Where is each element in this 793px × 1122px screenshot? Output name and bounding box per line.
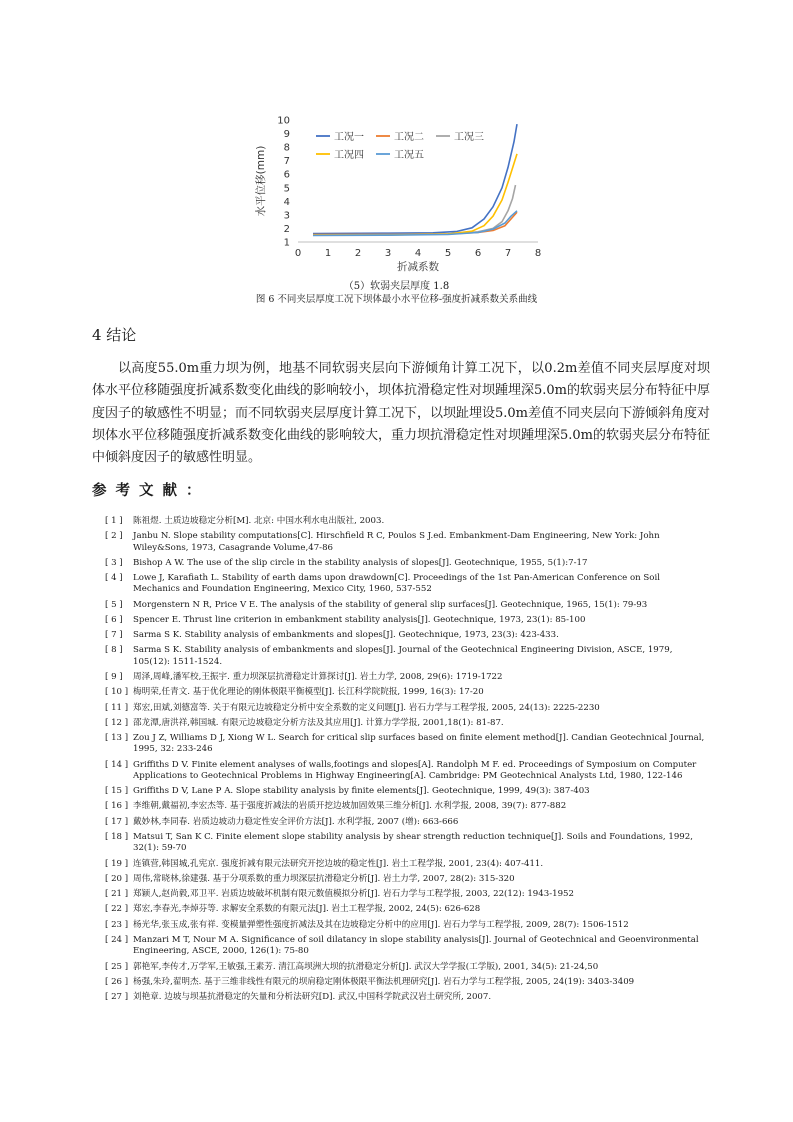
reference-item xyxy=(105,832,705,854)
y-tick-label: 8 xyxy=(283,142,290,154)
x-tick-label: 1 xyxy=(324,248,332,259)
reference-text: 周伟,常晓林,徐建强. 基于分项系数的重力坝深层抗滑稳定分析[J]. 岩土力学, 2007, 28(2): 315-320 xyxy=(133,873,515,884)
reference-text: 邵龙潭,唐洪祥,韩国城. 有限元边坡稳定分析方法及其应用[J]. 计算力学学报, 2001,18(1): 81-87. xyxy=(133,717,504,728)
reference-item xyxy=(105,760,705,782)
reference-number: [ 11 ] xyxy=(105,702,129,713)
x-tick-label: 0 xyxy=(294,248,302,259)
reference-text: Sarma S K. Stability analysis of embankments and slopes[J]. Geotechnique, 1973, 23(3): 423-433. xyxy=(133,630,559,641)
y-tick-label: 1 xyxy=(283,237,290,249)
reference-item xyxy=(105,573,705,595)
figure-sublabel: （5）软弱夹层厚度 1.8 xyxy=(343,281,450,292)
reference-item xyxy=(105,645,705,667)
figure-caption: 图 6 不同夹层厚度工况下坝体最小水平位移-强度折减系数关系曲线 xyxy=(255,294,538,305)
x-tick-label: 6 xyxy=(474,248,482,259)
reference-text: 杨强,朱玲,翟明杰. 基于三维非线性有限元的坝肩稳定刚体极限平衡法机理研究[J]. 岩石力学与工程学报, 2005, 24(19): 3403-3409 xyxy=(133,976,635,987)
reference-text: 陈祖煜. 土质边坡稳定分析[M]. 北京: 中国水利水电出版社, 2003. xyxy=(133,516,385,526)
y-tick-label: 6 xyxy=(283,169,290,181)
reference-number: [ 15 ] xyxy=(105,786,129,797)
y-tick-label: 4 xyxy=(283,196,290,208)
references-heading: 参考文献： xyxy=(92,482,210,499)
x-tick-label: 4 xyxy=(414,248,422,259)
displacement-chart xyxy=(250,108,570,278)
x-tick-label: 5 xyxy=(444,248,452,259)
legend-label-5: 工况五 xyxy=(394,150,424,161)
reference-text: 李维朝,戴福初,李宏杰等. 基于强度折减法的岩质开挖边坡加固效果三维分析[J]. 水利学报, 2008, 39(7): 877-882 xyxy=(133,801,567,812)
reference-text: Matsui T, San K C. Finite element slope stability analysis by shear strength reduction technique[J]. Soils and Foundations, 1992, 32(1): 59-70 xyxy=(133,832,693,854)
reference-text: 刘艳章. 边坡与坝基抗滑稳定的矢量和分析法研究[D]. 武汉,中国科学院武汉岩土研究所, 2007. xyxy=(133,992,492,1003)
reference-item xyxy=(105,801,705,812)
reference-number: [ 6 ] xyxy=(105,614,123,625)
reference-item xyxy=(105,703,705,714)
reference-number: [ 24 ] xyxy=(105,935,129,946)
reference-number: [ 3 ] xyxy=(105,557,123,568)
reference-text: Lowe J, Karafiath L. Stability of earth dams upon drawdown[C]. Proceedings of the 1st Pan-American Conference on Soil Mechanics and Foundation Engineering, Mexico City, 1960, 537-552 xyxy=(133,573,660,595)
x-tick-label: 3 xyxy=(384,248,392,259)
reference-text: Janbu N. Slope stability computations[C]. Hirschfield R C, Poulos S J.ed. Embankment-Dam Engineering, New York: John Wiley&Sons, 1973, Casagrande Volume,47-86 xyxy=(133,531,660,553)
y-tick-label: 7 xyxy=(283,156,290,168)
reference-number: [ 20 ] xyxy=(105,873,129,884)
reference-number: [ 23 ] xyxy=(105,919,129,930)
reference-item xyxy=(105,615,705,626)
reference-text: 戴妙林,李同春. 岩质边坡动力稳定性安全评价方法[J]. 水利学报, 2007 (增): 663-666 xyxy=(133,816,459,827)
reference-text: Manzari M T, Nour M A. Significance of soil dilatancy in slope stability analysis[J]. Journal of Geotechnical and Geoenvironmental Engineering, ASCE, 2000, 126(1): 75-80 xyxy=(133,935,699,957)
reference-text: 梅明荣,任青文. 基于优化理论的刚体极限平衡模型[J]. 长江科学院院报, 1999, 16(3): 17-20 xyxy=(133,687,484,698)
reference-number: [ 4 ] xyxy=(105,573,123,584)
reference-item xyxy=(105,992,705,1003)
reference-item xyxy=(105,962,705,973)
reference-number: [ 25 ] xyxy=(105,961,129,972)
reference-item xyxy=(105,874,705,885)
reference-item xyxy=(105,859,705,870)
reference-item xyxy=(105,558,705,569)
reference-item xyxy=(105,935,705,957)
reference-text: Bishop A W. The use of the slip circle in the stability analysis of slopes[J]. Geotechnique, 1955, 5(1):7-17 xyxy=(133,557,588,568)
reference-text: Spencer E. Thrust line criterion in embankment stability analysis[J]. Geotechnique, 1973, 23(1): 85-100 xyxy=(133,614,586,625)
reference-number: [ 1 ] xyxy=(105,516,123,526)
references-list xyxy=(105,516,705,1007)
reference-number: [ 7 ] xyxy=(105,630,123,641)
reference-item xyxy=(105,904,705,915)
reference-number: [ 10 ] xyxy=(105,687,129,698)
reference-item xyxy=(105,733,705,755)
reference-text: 周泽,周峰,潘军校,王振宇. 重力坝深层抗滑稳定计算探讨[J]. 岩土力学, 2008, 29(6): 1719-1722 xyxy=(133,671,503,682)
reference-item xyxy=(105,817,705,828)
reference-number: [ 26 ] xyxy=(105,976,129,987)
y-tick-label: 5 xyxy=(283,183,290,195)
conclusion-paragraph: 以高度55.0m重力坝为例，地基不同软弱夹层向下游倾角计算工况下，以0.2m差值不同夹层厚度对坝体水平位移随强度折减系数变化曲线的影响较小，坝体抗滑稳定性对坝踵埋深5.0m的软弱夹层分布特征中厚度因子的敏感性不明显；而不同软弱夹层厚度计算工况下，以坝趾埋设5.0m差值不同夹层向下游倾斜角度对坝体水平位移随强度折减系数变化曲线的影响较大，重力坝抗滑稳定性对坝踵埋深5.0m的软弱夹层分布特征中倾斜度因子的敏感性明显。 xyxy=(92,361,711,466)
reference-number: [ 8 ] xyxy=(105,645,123,656)
reference-number: [ 14 ] xyxy=(105,759,129,770)
reference-text: 郑宏,李春光,李焯芬等. 求解安全系数的有限元法[J]. 岩土工程学报, 2002, 24(5): 626-628 xyxy=(133,904,481,915)
y-tick-label: 3 xyxy=(283,210,290,222)
reference-item xyxy=(105,889,705,900)
reference-text: 杨光华,张玉成,张有祥. 变模量弹塑性强度折减法及其在边坡稳定分析中的应用[J]. 岩石力学与工程学报, 2009, 28(7): 1506-1512 xyxy=(133,919,629,930)
reference-number: [ 19 ] xyxy=(105,858,129,869)
reference-number: [ 9 ] xyxy=(105,671,123,682)
y-axis-title: 水平位移(mm) xyxy=(255,145,267,217)
reference-number: [ 17 ] xyxy=(105,816,129,827)
reference-item xyxy=(105,977,705,988)
reference-text: Zou J Z, Williams D J, Xiong W L. Search for critical slip surfaces based on finite element method[J]. Candian Geotechnical Journal, 1995, 32: 233-246 xyxy=(133,733,705,755)
reference-text: Griffiths D V, Lane P A. Slope stability analysis by finite elements[J]. Geotechnique, 1999, 49(3): 387-403 xyxy=(133,786,590,797)
y-tick-label: 2 xyxy=(283,223,290,235)
reference-number: [ 2 ] xyxy=(105,531,123,542)
y-tick-label: 10 xyxy=(277,115,290,127)
reference-item xyxy=(105,630,705,641)
series-line-3 xyxy=(313,185,516,235)
reference-item xyxy=(105,600,705,611)
series-line-4 xyxy=(313,154,517,235)
reference-text: Morgenstern N R, Price V E. The analysis of the stability of general slip surfaces[J]. Geotechnique, 1965, 15(1): 79-93 xyxy=(133,599,648,610)
x-tick-label: 7 xyxy=(504,248,512,259)
reference-item xyxy=(105,531,705,553)
reference-item xyxy=(105,920,705,931)
x-tick-label: 2 xyxy=(354,248,362,259)
reference-number: [ 27 ] xyxy=(105,992,129,1003)
reference-text: 郑颖人,赵尚毅,邓卫平. 岩质边坡破坏机制有限元数值模拟分析[J]. 岩石力学与工程学报, 2003, 22(12): 1943-1952 xyxy=(133,889,574,900)
reference-number: [ 21 ] xyxy=(105,889,129,900)
x-tick-label: 8 xyxy=(534,248,542,259)
reference-text: Sarma S K. Stability analysis of embankments and slopes[J]. Journal of the Geotechnical Engineering Division, ASCE, 1979, 105(12): 1511-1524. xyxy=(133,645,673,667)
reference-item xyxy=(105,516,705,527)
section-title: 4 结论 xyxy=(92,326,137,344)
legend-label-4: 工况四 xyxy=(334,150,364,161)
reference-number: [ 22 ] xyxy=(105,904,129,915)
legend-label-1: 工况一 xyxy=(334,132,364,143)
reference-number: [ 16 ] xyxy=(105,801,129,812)
reference-text: 郭艳军,李传才,万学军,王敏强,王素芳. 清江高坝洲大坝的抗滑稳定分析[J]. 武汉大学学报(工学版), 2001, 34(5): 21-24,50 xyxy=(133,961,599,972)
reference-number: [ 13 ] xyxy=(105,733,129,744)
reference-item xyxy=(105,687,705,698)
reference-text: 郑宏,田斌,刘德富等. 关于有限元边坡稳定分析中安全系数的定义问题[J]. 岩石力学与工程学报, 2005, 24(13): 2225-2230 xyxy=(133,702,600,713)
reference-item xyxy=(105,786,705,797)
reference-text: Griffiths D V. Finite element analyses of walls,footings and slopes[A]. Randolph M F. ed. Proceedings of Symposium on Computer Applications to Geotechnical Problems in Highway Engineering[A]. Cambridge: PM Geotechnical Analysts Ltd, 1980, 122-146 xyxy=(133,759,697,781)
y-tick-label: 9 xyxy=(283,129,290,141)
legend-label-2: 工况二 xyxy=(394,132,424,143)
reference-number: [ 5 ] xyxy=(105,599,123,610)
reference-item xyxy=(105,718,705,729)
x-axis-title: 折减系数 xyxy=(397,261,439,273)
reference-number: [ 18 ] xyxy=(105,832,129,843)
legend-label-3: 工况三 xyxy=(454,132,484,143)
reference-number: [ 12 ] xyxy=(105,717,129,728)
reference-item xyxy=(105,672,705,683)
reference-text: 连镇营,韩国城,孔宪京. 强度折减有限元法研究开挖边坡的稳定性[J]. 岩土工程学报, 2001, 23(4): 407-411. xyxy=(133,858,544,869)
